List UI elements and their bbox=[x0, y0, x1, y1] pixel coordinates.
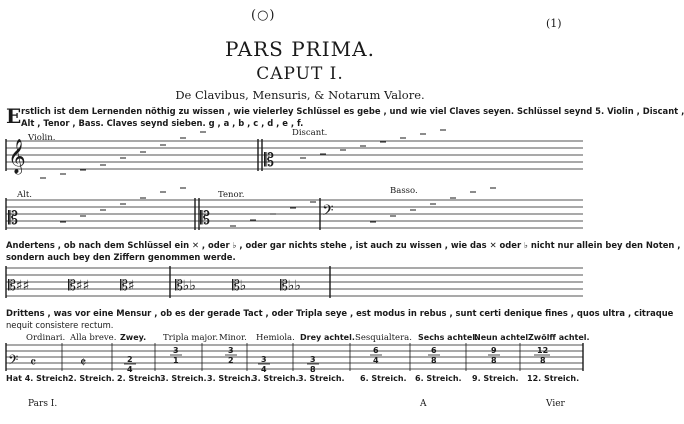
staff-label-tenor: Tenor. bbox=[218, 190, 245, 200]
meter-name: Sechs achtel. bbox=[418, 333, 479, 342]
para2-line1: Andertens , ob nach dem Schlüssel ein ✕ , oder ♭ , oder gar nichts stehe , ist auch zu wissen , wie das ✕ oder ♭ nicht nur allein bey den Noten , bbox=[6, 240, 681, 250]
para3-line1: Drittens , was vor eine Mensur , ob es der gerade Tact , oder Tripla seye , est modus in rebus , sunt certi denique fines , quos ultra , citraque bbox=[6, 308, 674, 318]
para2-line2: sondern auch bey den Ziffern genommen werde. bbox=[6, 252, 236, 262]
meter-denominator: 8 bbox=[491, 356, 497, 365]
stroke-count: 3. Streich. bbox=[207, 374, 254, 383]
key-signature-icon: 𝄡♭ bbox=[232, 278, 247, 294]
meter-name: Neun achtel. bbox=[474, 333, 532, 342]
meter-name: Minor. bbox=[219, 333, 247, 343]
footer-signature: A bbox=[420, 399, 427, 409]
meter-denominator: 4 bbox=[261, 365, 267, 374]
stroke-count: 9. Streich. bbox=[472, 374, 519, 383]
cut-time-icon: 𝄵 bbox=[80, 355, 87, 371]
chapter-subtitle: De Clavibus, Mensuris, & Notarum Valore. bbox=[175, 88, 425, 102]
meter-numerator: 12 bbox=[537, 346, 549, 355]
stroke-count: Hat 4. Streich. bbox=[6, 374, 72, 383]
meter-numerator: 6 bbox=[373, 346, 379, 355]
footer-part: Pars I. bbox=[28, 399, 58, 409]
meter-denominator: 8 bbox=[540, 356, 546, 365]
meter-name: Tripla major. bbox=[163, 333, 219, 343]
meter-name: Zwölff achtel. bbox=[528, 333, 590, 342]
staff-label-basso: Basso. bbox=[390, 186, 418, 196]
para3-line2: nequit consistere rectum. bbox=[6, 320, 114, 330]
common-time-icon: 𝄴 bbox=[30, 355, 37, 371]
meter-name: Alla breve. bbox=[70, 333, 117, 343]
treble-clef-icon: 𝄞 bbox=[8, 139, 26, 174]
meter-denominator: 8 bbox=[310, 365, 316, 374]
stroke-count: 2. Streich. bbox=[117, 374, 164, 383]
para1-line1: rstlich ist dem Lernenden nöthig zu wissen , wie vielerley Schlüssel es gebe , und wie viel Claves seyen. Schlüssel seynd 5. Violin , Discant , bbox=[21, 106, 684, 116]
staff-meters bbox=[6, 343, 583, 371]
bass-clef-icon: 𝄢 bbox=[8, 352, 19, 371]
meter-numerator: 2 bbox=[127, 355, 133, 364]
meter-denominator: 8 bbox=[431, 356, 437, 365]
key-signature-icon: 𝄡♯♯ bbox=[68, 278, 90, 294]
c-clef-icon: 𝄡 bbox=[264, 150, 275, 171]
para1-line2: Alt , Tenor , Bass. Claves seynd sieben. g , a , b , c , d , e , f. bbox=[21, 118, 304, 128]
chapter-title: CAPUT I. bbox=[256, 64, 344, 84]
page-number: (1) bbox=[546, 17, 562, 30]
meter-numerator: 3 bbox=[228, 346, 234, 355]
staff-label-alt: Alt. bbox=[17, 190, 32, 200]
meter-numerator: 3 bbox=[173, 346, 179, 355]
meter-name: Zwey. bbox=[120, 333, 147, 342]
c-clef-icon: 𝄡 bbox=[8, 208, 19, 229]
key-signature-icon: 𝄡♭♭ bbox=[175, 278, 197, 294]
c-clef-icon: 𝄡 bbox=[200, 208, 211, 229]
meter-numerator: 6 bbox=[431, 346, 437, 355]
stroke-count: 2. Streich. bbox=[68, 374, 115, 383]
meter-name: Ordinari. bbox=[26, 333, 66, 343]
staff-label-violin: Violin. bbox=[28, 133, 56, 143]
meter-name: Drey achtel. bbox=[300, 333, 355, 342]
staff-violin-discant bbox=[6, 139, 583, 171]
meter-name: Hemiola. bbox=[256, 333, 295, 343]
meter-denominator: 4 bbox=[373, 356, 379, 365]
meter-name: Sesquialtera. bbox=[355, 333, 412, 343]
key-signature-icon: 𝄡♯♯ bbox=[8, 278, 30, 294]
footer-catchword: Vier bbox=[546, 399, 565, 409]
stroke-count: 3. Streich. bbox=[160, 374, 207, 383]
part-title: PARS PRIMA. bbox=[225, 37, 375, 61]
drop-cap: E bbox=[6, 104, 22, 128]
key-signature-icon: 𝄡♭♭ bbox=[280, 278, 302, 294]
bass-clef-icon: 𝄢 bbox=[322, 202, 334, 223]
header-ornament: (○) bbox=[251, 8, 276, 23]
stroke-count: 3. Streich. bbox=[252, 374, 299, 383]
stroke-count: 6. Streich. bbox=[415, 374, 462, 383]
note-heads bbox=[40, 130, 496, 226]
key-signature-icon: 𝄡♯ bbox=[120, 278, 135, 294]
meter-numerator: 3 bbox=[261, 355, 267, 364]
meter-numerator: 9 bbox=[491, 346, 497, 355]
staff-label-discant: Discant. bbox=[292, 128, 328, 138]
stroke-count: 6. Streich. bbox=[360, 374, 407, 383]
meter-denominator: 2 bbox=[228, 356, 234, 365]
staff-alt-tenor-basso bbox=[6, 198, 583, 230]
meter-denominator: 4 bbox=[127, 365, 133, 374]
stroke-count: 12. Streich. bbox=[527, 374, 580, 383]
meter-denominator: 1 bbox=[173, 356, 179, 365]
stroke-count: 3. Streich. bbox=[298, 374, 345, 383]
meter-numerator: 3 bbox=[310, 355, 316, 364]
